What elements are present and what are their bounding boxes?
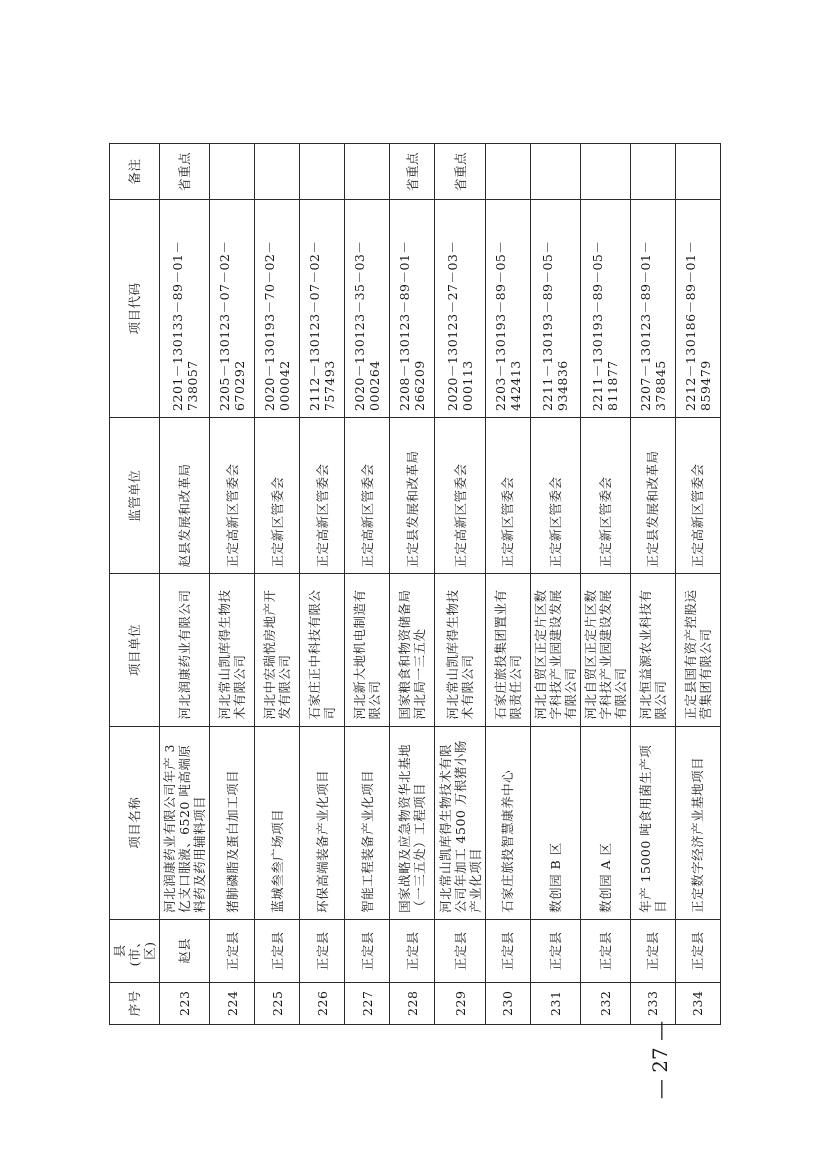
cell-code: 2211－130193－89－05－934836 [530,199,580,417]
project-table [109,143,721,1025]
header-unit: 项目单位 [110,574,160,726]
table-row [580,144,630,1025]
cell-name: 国家战略及应急物资华北基地（一三五处）工程项目 [390,726,435,919]
cell-county: 正定县 [390,919,435,982]
cell-note [485,144,530,200]
cell-unit: 河北润康药业有限公司 [160,574,210,726]
cell-note [300,144,345,200]
cell-note: 省重点 [435,144,485,200]
cell-code: 2203－130193－89－05－442413 [485,199,530,417]
cell-seq: 229 [435,982,485,1024]
cell-note [675,144,720,200]
table-row [630,144,675,1025]
cell-note [255,144,300,200]
cell-supervisor: 正定高新区管委会 [675,417,720,574]
table-row [435,144,485,1025]
cell-county: 正定县 [485,919,530,982]
cell-supervisor: 正定县发展和改革局 [630,417,675,574]
cell-county: 正定县 [675,919,720,982]
cell-unit: 国家粮食和物资储备局河北局一三五处 [390,574,435,726]
cell-supervisor: 正定县发展和改革局 [390,417,435,574]
cell-name: 数创园 B 区 [530,726,580,919]
cell-note: 省重点 [160,144,210,200]
header-county: 县 (市、区) [110,919,160,982]
cell-seq: 226 [300,982,345,1024]
cell-county: 赵县 [160,919,210,982]
cell-note [630,144,675,200]
cell-name: 河北常山凯库得生物技术有限公司年加工 4500 万根猪小肠产业化项目 [435,726,485,919]
cell-unit: 石家庄旅投集团置业有限责任公司 [485,574,530,726]
cell-unit: 石家庄正中科技有限公司 [300,574,345,726]
page-number [645,1020,675,1100]
cell-unit: 河北常山凯库得生物技术有限公司 [210,574,255,726]
cell-code: 2205－130123－07－02－670292 [210,199,255,417]
table-row [300,144,345,1025]
header-name: 项目名称 [110,726,160,919]
cell-name: 智能工程装备产业化项目 [345,726,390,919]
cell-unit: 河北自贸区正定片区数字科技产业园建设发展有限公司 [580,574,630,726]
header-note: 备注 [110,144,160,200]
cell-code: 2211－130193－89－05－811877 [580,199,630,417]
cell-name: 年产 15000 吨食用菌生产项目 [630,726,675,919]
cell-unit: 河北常山凯库得生物技术有限公司 [435,574,485,726]
cell-unit: 河北自贸区正定片区数字科技产业园建设发展有限公司 [530,574,580,726]
cell-unit: 河北新大地机电制造有限公司 [345,574,390,726]
cell-note [210,144,255,200]
cell-supervisor: 正定高新区管委会 [300,417,345,574]
header-seq: 序号 [110,982,160,1024]
cell-supervisor: 正定新区管委会 [255,417,300,574]
cell-code: 2020－130123－35－03－000264 [345,199,390,417]
cell-name: 数创园 A 区 [580,726,630,919]
cell-county: 正定县 [345,919,390,982]
cell-seq: 225 [255,982,300,1024]
header-supervisor: 监管单位 [110,417,160,574]
cell-unit: 河北恒益源农业科技有限公司 [630,574,675,726]
cell-name: 石家庄旅投智慧康养中心 [485,726,530,919]
cell-supervisor: 正定高新区管委会 [435,417,485,574]
cell-seq: 228 [390,982,435,1024]
cell-unit: 正定县国有资产控股运营集团有限公司 [675,574,720,726]
cell-note [345,144,390,200]
cell-supervisor: 正定高新区管委会 [210,417,255,574]
cell-supervisor: 正定新区管委会 [580,417,630,574]
table-row [390,144,435,1025]
cell-code: 2208－130123－89－01－266209 [390,199,435,417]
table-row [160,144,210,1025]
cell-supervisor: 正定高新区管委会 [345,417,390,574]
cell-note [530,144,580,200]
rotated-table-container [109,143,721,1025]
cell-county: 正定县 [580,919,630,982]
table-row [345,144,390,1025]
cell-seq: 232 [580,982,630,1024]
cell-code: 2020－130123－27－03－000113 [435,199,485,417]
cell-county: 正定县 [255,919,300,982]
cell-code: 2201－130133－89－01－738057 [160,199,210,417]
cell-code: 2212－130186－89－01－859479 [675,199,720,417]
cell-name: 猪肺磷脂及蛋白加工项目 [210,726,255,919]
table-row [210,144,255,1025]
cell-name: 正定数字经济产业基地项目 [675,726,720,919]
cell-code: 2020－130193－70－02－000042 [255,199,300,417]
cell-code: 2112－130123－07－02－757493 [300,199,345,417]
cell-seq: 223 [160,982,210,1024]
table-row [675,144,720,1025]
cell-seq: 233 [630,982,675,1024]
cell-county: 正定县 [630,919,675,982]
cell-seq: 227 [345,982,390,1024]
cell-supervisor: 正定新区管委会 [485,417,530,574]
cell-code: 2207－130123－89－01－378845 [630,199,675,417]
table-row [485,144,530,1025]
page-number-text: — 27 — [648,1020,673,1100]
cell-county: 正定县 [210,919,255,982]
cell-note [580,144,630,200]
cell-seq: 231 [530,982,580,1024]
cell-unit: 河北中宏瑞悦房地产开发有限公司 [255,574,300,726]
cell-county: 正定县 [530,919,580,982]
cell-name: 蓝城叁叁广场项目 [255,726,300,919]
cell-county: 正定县 [435,919,485,982]
header-code: 项目代码 [110,199,160,417]
cell-seq: 230 [485,982,530,1024]
cell-county: 正定县 [300,919,345,982]
cell-note: 省重点 [390,144,435,200]
table-header-row [110,144,160,1025]
cell-seq: 224 [210,982,255,1024]
table-row [255,144,300,1025]
cell-name: 河北润康药业有限公司年产 3 亿支口服液、6520 吨高端原料药及药用辅料项目 [160,726,210,919]
cell-name: 环保高端装备产业化项目 [300,726,345,919]
table-row [530,144,580,1025]
cell-seq: 234 [675,982,720,1024]
cell-supervisor: 赵县发展和改革局 [160,417,210,574]
cell-supervisor: 正定新区管委会 [530,417,580,574]
